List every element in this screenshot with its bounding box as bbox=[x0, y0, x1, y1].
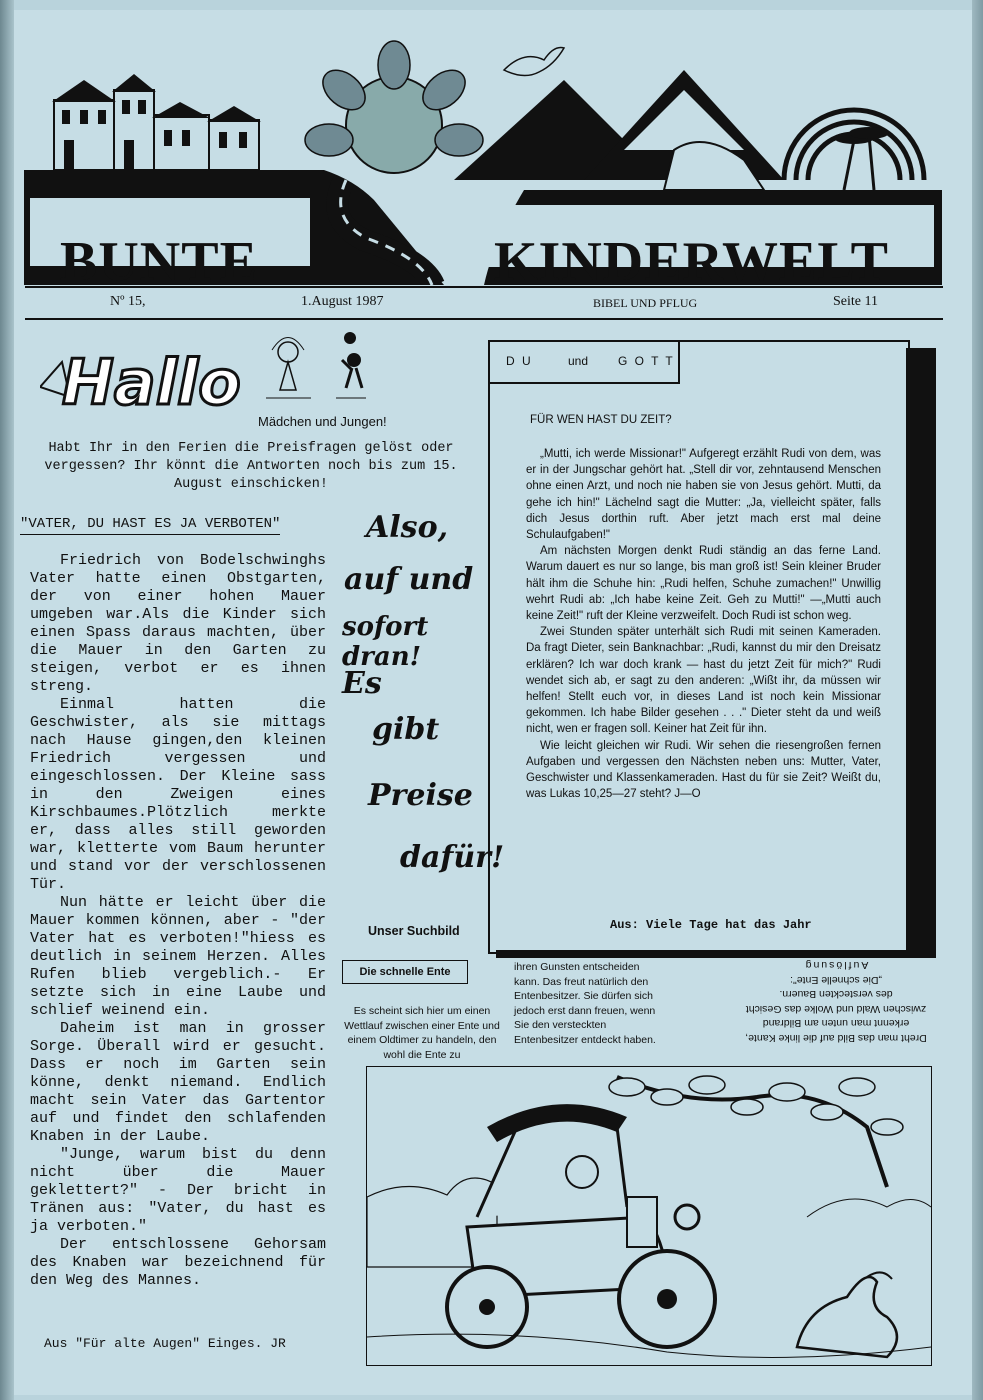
hallo-logo bbox=[40, 332, 240, 422]
box-paragraph: Wie leicht gleichen wir Rudi. Wir sehen die riesengroßen fernen Aufgaben und vergessen den Nächsten neben uns: Mutter, Vater, Geschwister und Klassenkameraden. Hast du für sie Zeit? Weißt du, was Lukas 10,25—27 steht? J—O bbox=[526, 739, 881, 801]
handwriting-line: gibt bbox=[372, 712, 440, 747]
box-paragraph: Zwei Stunden später unterhält sich Rudi mit seinen Kameraden. Da fragt Dieter, sein Banknachbar: „Rudi, kannst du mir den Dreisatz erklären? Ich war doch krank — hast du jetzt Zeit für mich?" Rudi wendet sich ab, er sagt zu den anderen: „Wißt ihr, da müssen wir helfen! Stellt euch vor, in dieses Land ist noch kein Missionar gekommen. Ich habe Bilder gesehen . . ." Dieter steht da und weiß nicht, wen er fragen soll. Keiner hat Zeit für ihn. bbox=[526, 626, 881, 736]
suchbild-cartoon bbox=[366, 1066, 932, 1366]
aufloesung-text: Dreht man das Bild auf die linke Kante, erkennt man unten am Bildrand zwischen Wald und Wolke das Gesicht des versteckten Bauern. bbox=[745, 988, 927, 1044]
handwriting-line: Also, bbox=[366, 510, 449, 545]
handwritten-note bbox=[338, 500, 505, 900]
suchbild-title: Unser Suchbild bbox=[368, 924, 460, 938]
story-source: Aus "Für alte Augen" Einges. JR bbox=[44, 1336, 286, 1351]
du-und-gott-subtitle: FÜR WEN HAST DU ZEIT? bbox=[530, 414, 672, 426]
story-paragraph: Der entschlossene Gehorsam des Knaben war bezeichnend für den Weg des Mannes. bbox=[30, 1236, 326, 1289]
issue-date: 1.August 1987 bbox=[301, 294, 384, 309]
hallo-logo-text: Hallo bbox=[62, 346, 240, 419]
handwriting-line: Es bbox=[342, 666, 382, 701]
box-paragraph: Am nächsten Morgen denkt Rudi ständig an das ferne Land. Warum dauert es nur so lange, bis man groß ist! Sein kleiner Bruder hält ihm die Schuhe hin: „Rudi helfen, Schuhe zumachen!" Unwillig wehrt Rudi ab: „Ich habe keine Zeit. Geh zu Mutti!" —„Mutti auch keine Zeit!" ruft der Kleine verzweifelt. Doch Rudi ist schon weg. bbox=[526, 545, 881, 623]
ente-label-box: Die schnelle Ente bbox=[342, 960, 468, 984]
aufloesung-title: Auflösung bbox=[803, 959, 869, 972]
oldtimer-duck-illustration bbox=[367, 1067, 931, 1365]
story-paragraph: Einmal hatten die Geschwister, als sie mittags nach Hause gingen,den kleinen Friedrich vergessen und eingeschlossen. Der Kleine sass in den Zweigen eines Kirschbaumes.Plötzlich merkte er, dass alles still geworden war, kletterte vom Baum herunter und stand vor der verschlossenen Tür. bbox=[30, 696, 326, 893]
page-edge bbox=[972, 0, 983, 1400]
story-paragraph: "Junge, warum bist du denn nicht über die Mauer geklettert?" - Der bricht in Tränen aus: "Vater, du hast es ja verboten." bbox=[30, 1146, 326, 1235]
story-body bbox=[30, 552, 326, 1290]
publication-name: BIBEL UND PFLUG bbox=[593, 296, 698, 310]
book-spine bbox=[0, 0, 14, 1400]
handwriting-line: dafür! bbox=[400, 840, 505, 875]
du-und-gott-text bbox=[526, 446, 881, 802]
handwriting-line: Preise bbox=[368, 778, 473, 813]
handwriting-line: auf und bbox=[344, 562, 474, 597]
masthead-title-right: KINDERWELT bbox=[494, 231, 889, 293]
issue-number: Nº 15, bbox=[110, 294, 146, 309]
du-und-gott-header: D U und G O T T bbox=[488, 340, 680, 384]
masthead-banner bbox=[24, 30, 942, 293]
du-und-gott-source: Aus: Viele Tage hat das Jahr bbox=[610, 918, 812, 932]
story-title: "VATER, DU HAST ES JA VERBOTEN" bbox=[20, 516, 280, 535]
aufloesung-upside-down bbox=[744, 958, 928, 1045]
ente-text-2: ihren Gunsten entscheiden kann. Das freut natürlich den Entenbesitzer. Sie dürfen sich jedoch erst dann freuen, wenn Sie den versteckten Entenbesitzer entdeckt haben. bbox=[514, 961, 656, 1046]
page-number: Seite 11 bbox=[833, 294, 878, 309]
story-paragraph: Daheim ist man in grosser Sorge. Überall wird er gesucht. Dass er noch im Garten sein könne, denkt niemand. Endlich macht sein Vater das Gartentor auf und findet den schlafenden Knaben in der Laube. bbox=[30, 1020, 326, 1145]
ente-text-1: Es scheint sich hier um einen Wettlauf zwischen einer Ente und einem Oldtimer zu handeln, den wohl die Ente zu bbox=[344, 1005, 500, 1061]
hallo-caption: Mädchen und Jungen! bbox=[258, 414, 387, 429]
box-paragraph: „Mutti, ich werde Missionar!" Aufgeregt erzählt Rudi von dem, was er in der Jungschar gehört hat. „Stell dir vor, zehntausend Menschen ohne einen Arzt, und noch nie haben sie von Jesus gehört. Mutti, da gehe ich hin!" Lächelnd sagt die Mutter: „Ja, vielleicht später, falls dich Jesus dorthin ruft. Aber jetzt mach erst mal deine Schulaufgaben!" bbox=[526, 448, 881, 542]
masthead-title-left: BUNTE bbox=[60, 231, 258, 293]
aufloesung-subtitle: „Die schnelle Ente": bbox=[790, 974, 882, 986]
story-paragraph: Friedrich von Bodelschwinghs Vater hatte einen Obstgarten, der von einer hohen Mauer umgeben war.Als die Kinder sich einen Spass daraus machten, über die Mauer in den Garten zu steigen, verbot er es ihnen streng. bbox=[30, 552, 326, 695]
hallo-text: Habt Ihr in den Ferien die Preisfragen gelöst oder vergessen? Ihr könnt die Antworten noch bis zum 15. August einschicken! bbox=[44, 441, 458, 492]
issue-line bbox=[25, 286, 943, 320]
handwriting-line: sofort dran! bbox=[342, 612, 429, 672]
story-paragraph: Nun hätte er leicht über die Mauer kommen können, aber - "der Vater hat es verboten!"hiess es deutlich in seinem Herzen. Alles Rufen blieb vergeblich.- Er setzte sich in eine Laube und schlief weinend ein. bbox=[30, 894, 326, 1019]
kids-drawing-icon bbox=[266, 330, 366, 410]
box-shadow bbox=[906, 348, 936, 956]
